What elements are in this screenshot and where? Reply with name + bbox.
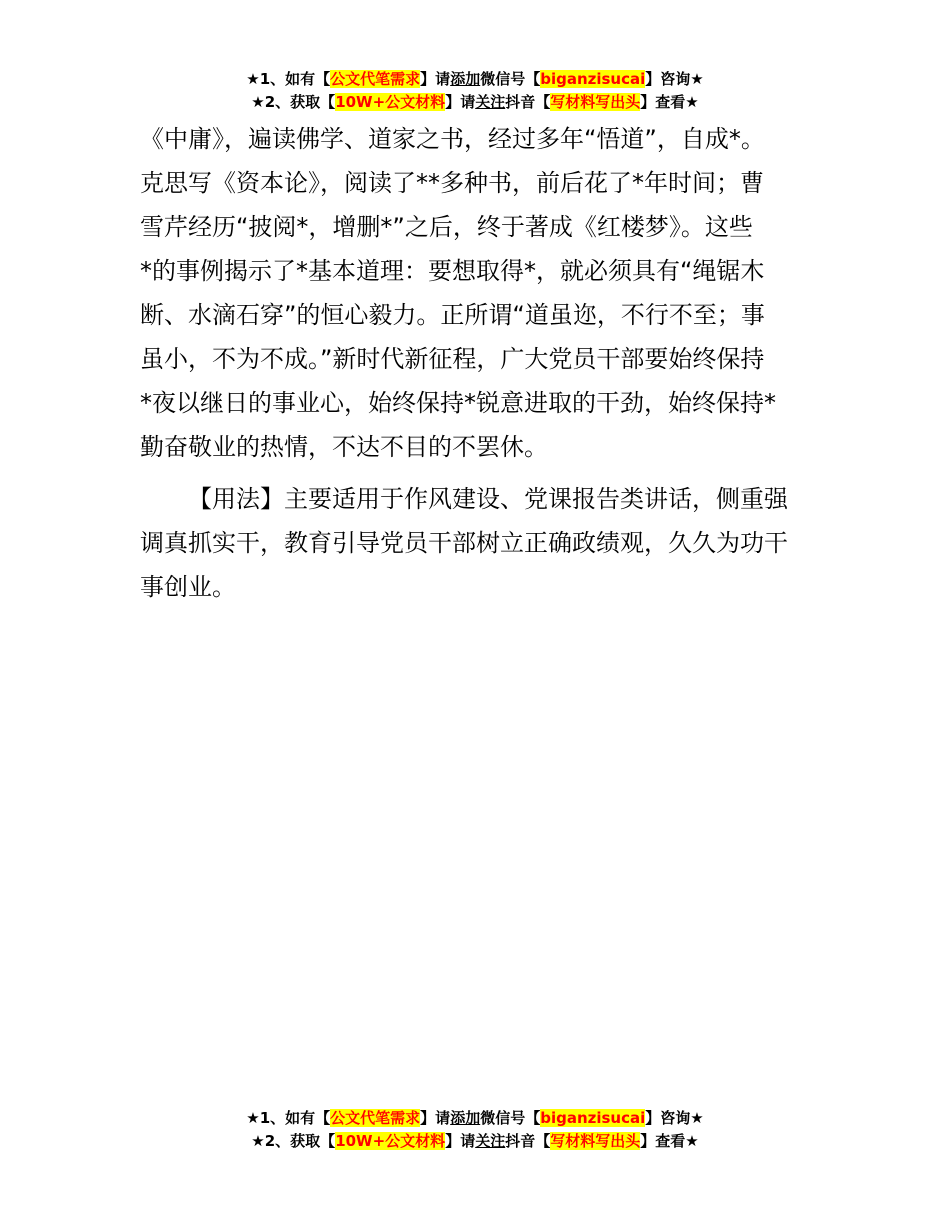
paragraph-1-line: 雪芹经历“披阅*，增删*”之后，终于著成《红楼梦》。这些 bbox=[140, 213, 753, 241]
header-line-2-middle-2: 抖音【 bbox=[505, 93, 551, 111]
footer-line-1-suffix: 】咨询★ bbox=[645, 1109, 704, 1127]
header-line-2 bbox=[0, 91, 950, 114]
footer-line-2 bbox=[0, 1130, 950, 1153]
paragraph-1-line: 断、水滴石穿”的恒心毅力。正所谓“道虽迩，不行不至；事 bbox=[140, 301, 765, 329]
footer-line-2-suffix: 】查看★ bbox=[640, 1132, 699, 1150]
footer-line-1-middle: 】请 bbox=[420, 1109, 451, 1127]
footer-line-1-highlight-service: 公文代笔需求 bbox=[330, 1109, 421, 1127]
header-banner bbox=[0, 68, 950, 114]
header-line-1-prefix: ★1、如有【 bbox=[246, 70, 331, 88]
header-line-1 bbox=[0, 68, 950, 91]
footer-line-1-highlight-wechat-id: biganzisucai bbox=[540, 1109, 646, 1127]
footer-banner bbox=[0, 1107, 950, 1153]
footer-line-2-highlight-materials: 10W+公文材料 bbox=[335, 1132, 446, 1150]
paragraph-1-line: *夜以继日的事业心，始终保持*锐意进取的干劲，始终保持* bbox=[140, 389, 776, 417]
header-line-2-highlight-douyin: 写材料写出头 bbox=[550, 93, 641, 111]
header-line-1-underlined: 添加 bbox=[450, 70, 481, 88]
document-body bbox=[140, 117, 820, 609]
paragraph-usage-line: 事创业。 bbox=[140, 573, 236, 601]
header-line-2-middle: 】请 bbox=[445, 93, 476, 111]
footer-line-1-prefix: ★1、如有【 bbox=[246, 1109, 331, 1127]
paragraph-usage-line: 【用法】主要适用于作风建设、党课报告类讲话，侧重强 bbox=[188, 485, 788, 513]
footer-line-1-underlined: 添加 bbox=[450, 1109, 481, 1127]
header-line-2-underlined: 关注 bbox=[475, 93, 506, 111]
header-line-1-suffix: 】咨询★ bbox=[645, 70, 704, 88]
footer-line-1 bbox=[0, 1107, 950, 1130]
header-line-1-highlight-service: 公文代笔需求 bbox=[330, 70, 421, 88]
header-line-2-suffix: 】查看★ bbox=[640, 93, 699, 111]
paragraph-usage bbox=[140, 477, 820, 609]
paragraph-1-line: 虽小，不为不成。”新时代新征程，广大党员干部要始终保持 bbox=[140, 345, 765, 373]
footer-line-1-middle-2: 微信号【 bbox=[480, 1109, 541, 1127]
paragraph-1-line: 《中庸》，遍读佛学、道家之书，经过多年“悟道”，自成*。 bbox=[140, 125, 765, 153]
header-line-2-highlight-materials: 10W+公文材料 bbox=[335, 93, 446, 111]
paragraph-1-line: 克思写《资本论》，阅读了**多种书，前后花了*年时间；曹 bbox=[140, 169, 764, 197]
footer-line-2-middle: 】请 bbox=[445, 1132, 476, 1150]
paragraph-1-line: 勤奋敬业的热情，不达不目的不罢休。 bbox=[140, 433, 548, 461]
footer-line-2-middle-2: 抖音【 bbox=[505, 1132, 551, 1150]
header-line-1-middle-2: 微信号【 bbox=[480, 70, 541, 88]
footer-line-2-prefix: ★2、获取【 bbox=[251, 1132, 336, 1150]
footer-line-2-underlined: 关注 bbox=[475, 1132, 506, 1150]
header-line-1-highlight-wechat-id: biganzisucai bbox=[540, 70, 646, 88]
footer-line-2-highlight-douyin: 写材料写出头 bbox=[550, 1132, 641, 1150]
header-line-2-prefix: ★2、获取【 bbox=[251, 93, 336, 111]
header-line-1-middle: 】请 bbox=[420, 70, 451, 88]
paragraph-usage-line: 调真抓实干，教育引导党员干部树立正确政绩观，久久为功干 bbox=[140, 529, 788, 557]
paragraph-1 bbox=[140, 117, 820, 469]
paragraph-1-line: *的事例揭示了*基本道理：要想取得*，就必须具有“绳锯木 bbox=[140, 257, 765, 285]
